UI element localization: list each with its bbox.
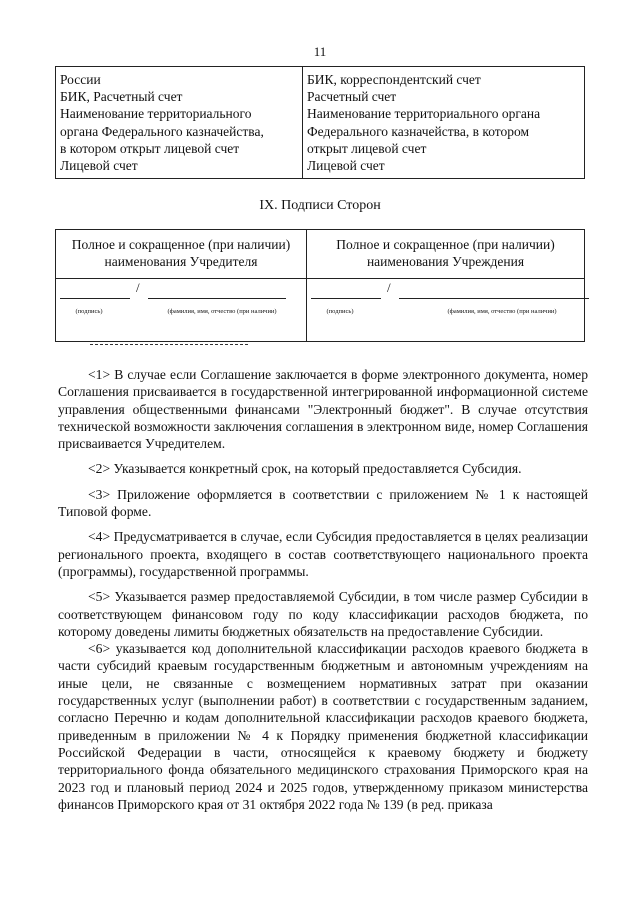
bank-details-right xyxy=(303,67,585,179)
text-line: Лицевой счет xyxy=(60,158,138,174)
bank-details-left xyxy=(56,67,303,179)
text-line: Лицевой счет xyxy=(307,158,385,174)
footnotes xyxy=(58,366,588,821)
page-number: 11 xyxy=(313,44,327,59)
signatures-table xyxy=(55,229,585,342)
text-line: органа Федерального казначейства, xyxy=(60,123,264,139)
text-line: Наименование территориального xyxy=(60,106,252,122)
signature-caption: (подпись) xyxy=(75,308,103,315)
footnote: <1> В случае если Соглашение заключается в форме электронного документа, номер Соглашения присваивается в государственной интегрированной информационной системе управления общественными финансами "Электронный бюджет". В случае отсутствия технической возможности заключения соглашения в электронном виде, номер Соглашения присваивается Учредителем. xyxy=(58,367,588,452)
footnote: <4> Предусматривается в случае, если Субсидия предоставляется в целях реализации регионального проекта, входящего в состав соответствующего национального проекта (программы), государственной программы. xyxy=(58,529,588,579)
slash: / xyxy=(136,280,140,295)
founder-signature-cell xyxy=(56,279,307,342)
text-line: в котором открыт лицевой счет xyxy=(60,140,240,156)
text-line: БИК, Расчетный счет xyxy=(60,89,183,105)
text-line: Расчетный счет xyxy=(307,89,397,105)
name-caption: (фамилия, имя, отчество (при наличии) xyxy=(167,308,277,315)
name-line xyxy=(399,297,589,299)
footnote-separator xyxy=(90,344,248,345)
signature-line xyxy=(60,297,130,299)
name-caption: (фамилия, имя, отчество (при наличии) xyxy=(447,308,557,315)
text-line: России xyxy=(60,72,101,87)
section-title: IX. Подписи Сторон xyxy=(259,198,381,213)
institution-signature-cell xyxy=(307,279,585,342)
text-line: Наименование территориального органа xyxy=(307,106,541,122)
footnote: <5> Указывается размер предоставляемой Субсидии, в том числе размер Субсидии в соответствующем финансовом году по коду классификации расходов бюджета, по которому доведены лимиты бюджетных обязательств на предоставление Субсидии. xyxy=(58,589,588,639)
name-line xyxy=(148,297,286,299)
founder-header: Полное и сокращенное (при наличии) наименования Учредителя xyxy=(56,230,307,279)
text-line: открыт лицевой счет xyxy=(307,140,427,156)
bank-details-table xyxy=(55,66,585,179)
signature-caption: (подпись) xyxy=(326,308,354,315)
footnote: <3> Приложение оформляется в соответствии с приложением № 1 к настоящей Типовой форме. xyxy=(58,486,588,520)
footnote: <2> Указывается конкретный срок, на который предоставляется Субсидия. xyxy=(88,461,522,477)
institution-header: Полное и сокращенное (при наличии) наименования Учреждения xyxy=(307,230,585,279)
text-line: БИК, корреспондентский счет xyxy=(307,72,481,87)
footnote: <6> указывается код дополнительной классификации расходов краевого бюджета в части субсидий краевым государственным бюджетным и автономным учреждениям на иные цели, не связанные с возмещением нормативных затрат при оказании государственных услуг (выполнении работ) в соответствии с государственным заданием, согласно Перечню и кодам дополнительной классификации расходов краевого бюджета, приведенным в приложении № 4 к Порядку применения бюджетной классификации Российской Федерации в части, относящейся к краевому бюджету и бюджету территориального фонда обязательного медицинского страхования Приморского края на 2023 год и плановый период 2024 и 2025 годов, утвержденному приказом министерства финансов Приморского края от 31 октября 2022 года № 139 (в ред. приказа xyxy=(58,641,588,812)
text-line: Федерального казначейства, в котором xyxy=(307,123,530,139)
signature-line xyxy=(311,297,381,299)
slash: / xyxy=(387,280,391,295)
